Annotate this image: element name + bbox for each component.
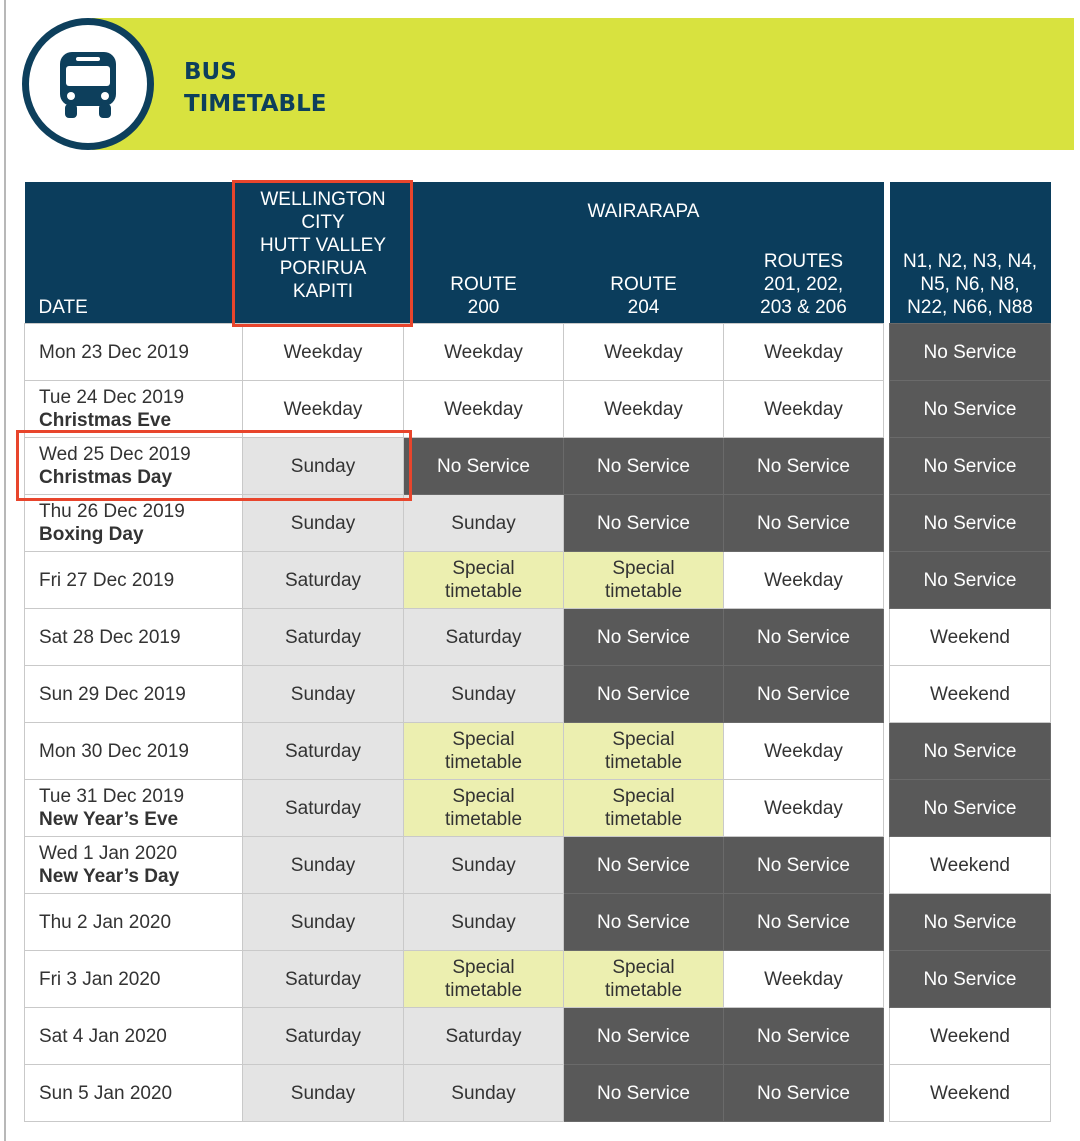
cell-date xyxy=(25,837,243,894)
holiday-name: New Year’s Day xyxy=(39,866,180,887)
cell-route200: Special timetable xyxy=(404,552,564,609)
table-row xyxy=(25,837,1051,894)
cell-wellington: Saturday xyxy=(243,951,404,1008)
cell-route204: No Service xyxy=(564,666,724,723)
cell-route200: Sunday xyxy=(404,894,564,951)
cell-date xyxy=(25,666,243,723)
cell-route204: Special timetable xyxy=(564,780,724,837)
cell-night: Weekend xyxy=(890,1065,1051,1122)
cell-route204: No Service xyxy=(564,609,724,666)
cell-routes201: Weekday xyxy=(724,951,884,1008)
page-title xyxy=(184,56,326,120)
cell-night: No Service xyxy=(890,780,1051,837)
table-row xyxy=(25,1065,1051,1122)
cell-wellington: Saturday xyxy=(243,780,404,837)
cell-route204: Weekday xyxy=(564,324,724,381)
date-text: Thu 2 Jan 2020 xyxy=(39,911,172,933)
title-line-1: BUS xyxy=(184,59,237,85)
cell-route200: Sunday xyxy=(404,495,564,552)
date-text: Fri 3 Jan 2020 xyxy=(39,968,161,990)
cell-night: No Service xyxy=(890,552,1051,609)
holiday-timetable xyxy=(24,182,1051,1122)
table-row xyxy=(25,552,1051,609)
cell-wellington: Sunday xyxy=(243,495,404,552)
cell-date xyxy=(25,609,243,666)
date-text: Sat 4 Jan 2020 xyxy=(39,1025,167,1047)
cell-route204: No Service xyxy=(564,1065,724,1122)
cell-night: No Service xyxy=(890,381,1051,438)
cell-routes201: No Service xyxy=(724,495,884,552)
cell-night: No Service xyxy=(890,951,1051,1008)
cell-route200: Saturday xyxy=(404,1008,564,1065)
cell-route204: No Service xyxy=(564,894,724,951)
cell-wellington: Sunday xyxy=(243,438,404,495)
cell-routes201: Weekday xyxy=(724,324,884,381)
cell-date xyxy=(25,324,243,381)
table-row xyxy=(25,438,1051,495)
cell-route204: Special timetable xyxy=(564,552,724,609)
cell-routes201: Weekday xyxy=(724,780,884,837)
bus-badge xyxy=(22,18,154,150)
cell-routes201: No Service xyxy=(724,609,884,666)
cell-route200: Special timetable xyxy=(404,951,564,1008)
cell-night: Weekend xyxy=(890,666,1051,723)
cell-wellington: Sunday xyxy=(243,894,404,951)
cell-date xyxy=(25,552,243,609)
date-text: Fri 27 Dec 2019 xyxy=(39,569,175,591)
cell-route204: No Service xyxy=(564,495,724,552)
cell-wellington: Sunday xyxy=(243,837,404,894)
date-text: Wed 1 Jan 2020 xyxy=(39,843,178,864)
cell-wellington: Sunday xyxy=(243,666,404,723)
cell-wellington: Saturday xyxy=(243,1008,404,1065)
table-row xyxy=(25,495,1051,552)
cell-route200: Weekday xyxy=(404,381,564,438)
cell-route204: No Service xyxy=(564,438,724,495)
cell-routes201: No Service xyxy=(724,837,884,894)
cell-route204: Weekday xyxy=(564,381,724,438)
cell-route204: Special timetable xyxy=(564,723,724,780)
cell-route204: Special timetable xyxy=(564,951,724,1008)
table-row xyxy=(25,723,1051,780)
cell-route204: No Service xyxy=(564,1008,724,1065)
cell-wellington: Sunday xyxy=(243,1065,404,1122)
cell-date xyxy=(25,723,243,780)
cell-night: No Service xyxy=(890,438,1051,495)
cell-routes201: No Service xyxy=(724,894,884,951)
cell-date xyxy=(25,894,243,951)
col-header-date: DATE xyxy=(25,182,243,324)
cell-route200: Special timetable xyxy=(404,780,564,837)
col-header-wellington: WELLINGTON CITY HUTT VALLEY PORIRUA KAPITI xyxy=(243,182,404,324)
cell-route204: No Service xyxy=(564,837,724,894)
cell-date xyxy=(25,780,243,837)
date-text: Tue 31 Dec 2019 xyxy=(39,786,185,807)
date-text: Tue 24 Dec 2019 xyxy=(39,387,185,408)
cell-routes201: No Service xyxy=(724,438,884,495)
cell-wellington: Weekday xyxy=(243,324,404,381)
cell-date xyxy=(25,1065,243,1122)
cell-route200: Saturday xyxy=(404,609,564,666)
cell-night: No Service xyxy=(890,495,1051,552)
table-row xyxy=(25,951,1051,1008)
holiday-name: Christmas Eve xyxy=(39,410,172,431)
cell-night: No Service xyxy=(890,723,1051,780)
date-text: Sun 29 Dec 2019 xyxy=(39,683,186,705)
col-header-route-200: ROUTE 200 xyxy=(404,250,564,324)
col-header-wairarapa: WAIRARAPA xyxy=(404,182,884,250)
cell-date xyxy=(25,1008,243,1065)
cell-night: Weekend xyxy=(890,1008,1051,1065)
date-text: Thu 26 Dec 2019 xyxy=(39,501,185,522)
table-row xyxy=(25,894,1051,951)
holiday-name: New Year’s Eve xyxy=(39,809,179,830)
cell-date xyxy=(25,381,243,438)
cell-route200: No Service xyxy=(404,438,564,495)
table-row xyxy=(25,324,1051,381)
date-text: Mon 23 Dec 2019 xyxy=(39,341,189,363)
cell-night: No Service xyxy=(890,894,1051,951)
date-text: Wed 25 Dec 2019 xyxy=(39,444,191,465)
cell-routes201: Weekday xyxy=(724,381,884,438)
cell-routes201: No Service xyxy=(724,1065,884,1122)
holiday-name: Boxing Day xyxy=(39,524,144,545)
cell-night: No Service xyxy=(890,324,1051,381)
title-line-2: TIMETABLE xyxy=(184,91,327,117)
cell-date xyxy=(25,495,243,552)
date-text: Mon 30 Dec 2019 xyxy=(39,740,189,762)
col-header-route-204: ROUTE 204 xyxy=(564,250,724,324)
table-row xyxy=(25,609,1051,666)
table-row xyxy=(25,381,1051,438)
holiday-name: Christmas Day xyxy=(39,467,173,488)
cell-route200: Special timetable xyxy=(404,723,564,780)
table-row xyxy=(25,1008,1051,1065)
cell-route200: Sunday xyxy=(404,1065,564,1122)
cell-routes201: Weekday xyxy=(724,723,884,780)
cell-routes201: Weekday xyxy=(724,552,884,609)
timetable-body xyxy=(25,324,1051,1122)
date-text: Sun 5 Jan 2020 xyxy=(39,1082,173,1104)
cell-wellington: Weekday xyxy=(243,381,404,438)
cell-routes201: No Service xyxy=(724,666,884,723)
cell-date xyxy=(25,951,243,1008)
cell-night: Weekend xyxy=(890,837,1051,894)
cell-route200: Weekday xyxy=(404,324,564,381)
table-row xyxy=(25,666,1051,723)
cell-routes201: No Service xyxy=(724,1008,884,1065)
cell-wellington: Saturday xyxy=(243,552,404,609)
date-text: Sat 28 Dec 2019 xyxy=(39,626,181,648)
cell-wellington: Saturday xyxy=(243,723,404,780)
cell-wellington: Saturday xyxy=(243,609,404,666)
page-left-rule xyxy=(4,0,6,1141)
table-row xyxy=(25,780,1051,837)
bus-icon xyxy=(56,50,120,120)
cell-route200: Sunday xyxy=(404,666,564,723)
cell-date xyxy=(25,438,243,495)
timetable-header xyxy=(22,18,1074,150)
cell-night: Weekend xyxy=(890,609,1051,666)
cell-route200: Sunday xyxy=(404,837,564,894)
col-header-night: N1, N2, N3, N4, N5, N6, N8, N22, N66, N88 xyxy=(890,182,1051,324)
col-header-routes-201: ROUTES 201, 202, 203 & 206 xyxy=(724,250,884,324)
